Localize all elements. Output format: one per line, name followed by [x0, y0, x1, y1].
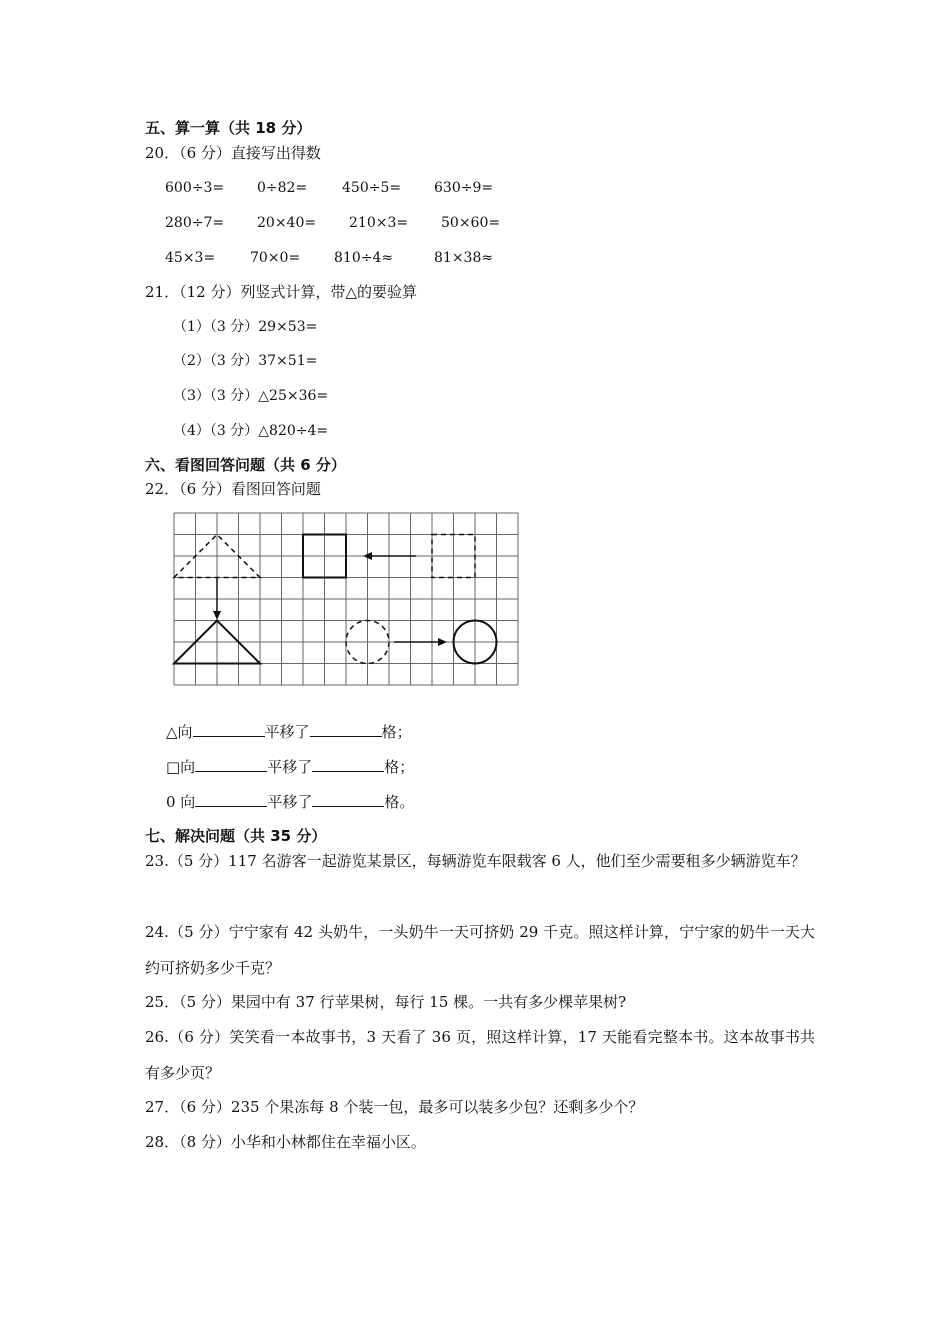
- fill-shape-label: □向: [166, 758, 196, 776]
- q20-prompt: 20．（6 分）直接写出得数: [145, 144, 321, 162]
- question-27: 27．（6 分）235 个果冻每 8 个装一包，最多可以装多少包？还剩多少个？: [145, 1098, 644, 1116]
- calc-item: 810÷4≈: [334, 250, 394, 266]
- question-23: 23.（5 分）117 名游客一起游览某景区，每辆游览车限载客 6 人，他们至少需要租多少辆游览车？: [145, 852, 806, 870]
- question-25: 25．（5 分）果园中有 37 行苹果树，每行 15 棵。一共有多少棵苹果树?: [145, 993, 627, 1011]
- fill-shape-label: 0 向: [166, 793, 196, 811]
- calc-item: 280÷7=: [165, 215, 225, 231]
- q22-prompt: 22．（6 分）看图回答问题: [145, 480, 321, 498]
- fill-end-label: 格。: [384, 793, 415, 811]
- fill-mid-label: 平移了: [267, 758, 313, 776]
- answer-blank[interactable]: [195, 757, 267, 772]
- calc-item: 70×0=: [250, 250, 301, 266]
- calc-item: 0÷82=: [257, 180, 308, 196]
- translation-grid-figure: [172, 511, 520, 688]
- fill-end-label: 格；: [384, 758, 415, 776]
- fill-mid-label: 平移了: [267, 793, 313, 811]
- q21-item: （4）（3 分）△820÷4=: [173, 423, 329, 439]
- arrow-down-head: [213, 611, 221, 620]
- answer-blank[interactable]: [312, 792, 384, 807]
- answer-blank[interactable]: [195, 792, 267, 807]
- fill-end-label: 格；: [381, 723, 412, 741]
- answer-blank[interactable]: [193, 722, 265, 737]
- question-24: 24.（5 分）宁宁家有 42 头奶牛，一头奶牛一天可挤奶 29 千克。照这样计算，宁宁家的奶牛一天大约可挤奶多少千克？: [145, 923, 815, 977]
- section7-title: 七、解决问题（共 35 分）: [145, 827, 327, 845]
- q21-item: （2）（3 分）37×51=: [173, 353, 318, 369]
- fill-line-circle: [166, 792, 414, 812]
- answer-blank[interactable]: [310, 722, 382, 737]
- q21-item: （3）（3 分）△25×36=: [173, 388, 329, 404]
- calc-item: 450÷5=: [342, 180, 402, 196]
- calc-item: 630÷9=: [434, 180, 494, 196]
- calc-item: 50×60=: [441, 215, 501, 231]
- calc-item: 210×3=: [349, 215, 409, 231]
- fill-mid-label: 平移了: [264, 723, 310, 741]
- section6-title: 六、看图回答问题（共 6 分）: [145, 456, 346, 474]
- arrow-right-head: [438, 638, 447, 646]
- q21-prompt: 21．（12 分）列竖式计算，带△的要验算: [145, 283, 417, 301]
- q21-item: （1）（3 分）29×53=: [173, 319, 318, 335]
- calc-item: 45×3=: [165, 250, 216, 266]
- fill-line-triangle: [166, 722, 412, 742]
- question-26: 26.（6 分）笑笑看一本故事书，3 天看了 36 页，照这样计算，17 天能看完整本书。这本故事书共有多少页？: [145, 1028, 815, 1082]
- question-28: 28．（8 分）小华和小林都住在幸福小区。: [145, 1133, 426, 1151]
- fill-shape-label: △向: [166, 723, 193, 741]
- fill-line-square: [166, 757, 414, 777]
- section5-title: 五、算一算（共 18 分）: [145, 119, 312, 137]
- calc-item: 81×38≈: [434, 250, 494, 266]
- answer-blank[interactable]: [312, 757, 384, 772]
- calc-item: 20×40=: [257, 215, 317, 231]
- calc-item: 600÷3=: [165, 180, 225, 196]
